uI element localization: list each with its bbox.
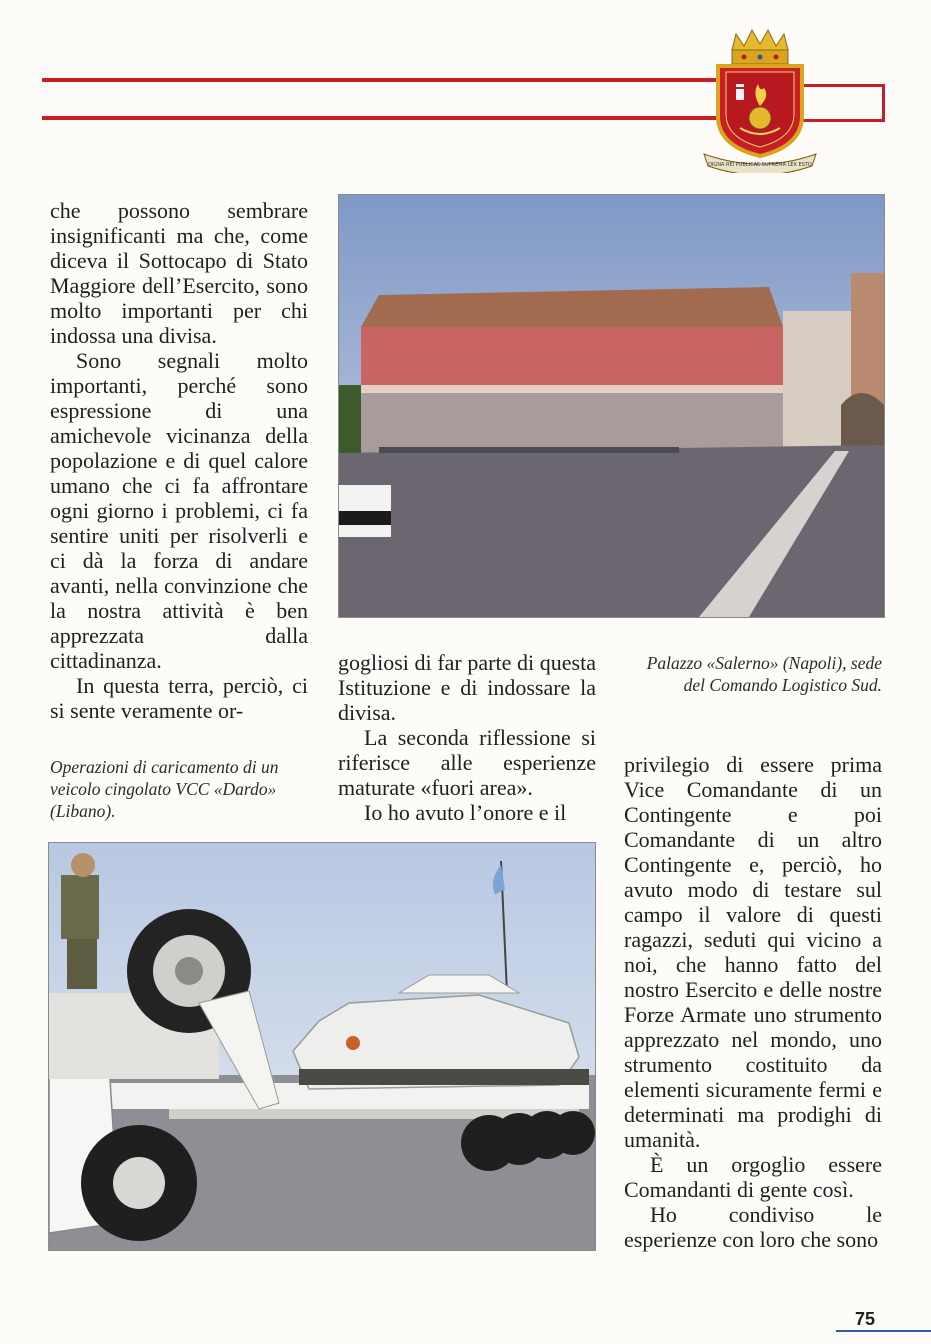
paragraph: È un orgoglio essere Comandanti di gente così. xyxy=(624,1152,882,1202)
page-number-rule xyxy=(836,1330,931,1332)
paragraph: privilegio di essere prima Vice Comandante di un Contingente e poi Comandante di un altro Contingente e, perciò, ho avuto modo di testare sul campo il valore di questi ragazzi, seduti qui vicino a noi, che hanno fatto del nostro Esercito e delle nostre Forze Armate uno strumento apprezzato nel mondo, uno strumento costituito da elementi sicuramente fermi e determinati ma prodighi di umanità. xyxy=(624,752,882,1152)
header-rule-bottom xyxy=(42,116,722,120)
paragraph: Io ho avuto l’onore e il xyxy=(364,800,567,825)
paragraph: In questa terra, perciò, ci si sente veramente or- xyxy=(50,673,308,723)
svg-text:DIGNA REI PUBLICAE SUPREMA LEX: DIGNA REI PUBLICAE SUPREMA LEX ESTO xyxy=(708,162,812,168)
photo-vcc-dardo xyxy=(48,842,596,1251)
page-number: 75 xyxy=(855,1309,876,1329)
crest-emblem xyxy=(700,28,820,173)
paragraph: La seconda riflessione si riferisce alle esperienze maturate «fuori area». xyxy=(338,725,596,800)
photo-caption-vcc: Operazioni di caricamento di un veicolo cingolato VCC «Dardo» (Libano). xyxy=(50,757,279,821)
paragraph: Sono segnali molto importanti, perché sono espressione di una amichevole vicinanza della popolazione e di quel calore umano che ci fa affrontare ogni giorno i problemi, ci fa sentire uniti per risolverli e ci dà la forza di andare avanti, nella convinzione che la nostra attività è ben apprezzata dalla cittadinanza. xyxy=(50,348,308,673)
text-column-2 xyxy=(338,650,596,825)
photo-palazzo-salerno xyxy=(338,194,885,618)
text-column-3 xyxy=(624,752,882,1252)
text-column-1 xyxy=(50,198,308,723)
crown-icon xyxy=(732,30,788,64)
paragraph: Ho condiviso le esperienze con loro che sono xyxy=(624,1202,882,1252)
photo-caption-palazzo: Palazzo «Salerno» (Napoli), sede del Comando Logistico Sud. xyxy=(646,653,882,695)
paragraph: che possono sembrare insignificanti ma che, come diceva il Sottocapo di Stato Maggiore dell’Esercito, sono molto importanti per chi indossa una divisa. xyxy=(50,198,308,348)
paragraph: gogliosi di far parte di questa Istituzione e di indossare la divisa. xyxy=(338,650,596,725)
header-rule-top xyxy=(42,78,722,82)
